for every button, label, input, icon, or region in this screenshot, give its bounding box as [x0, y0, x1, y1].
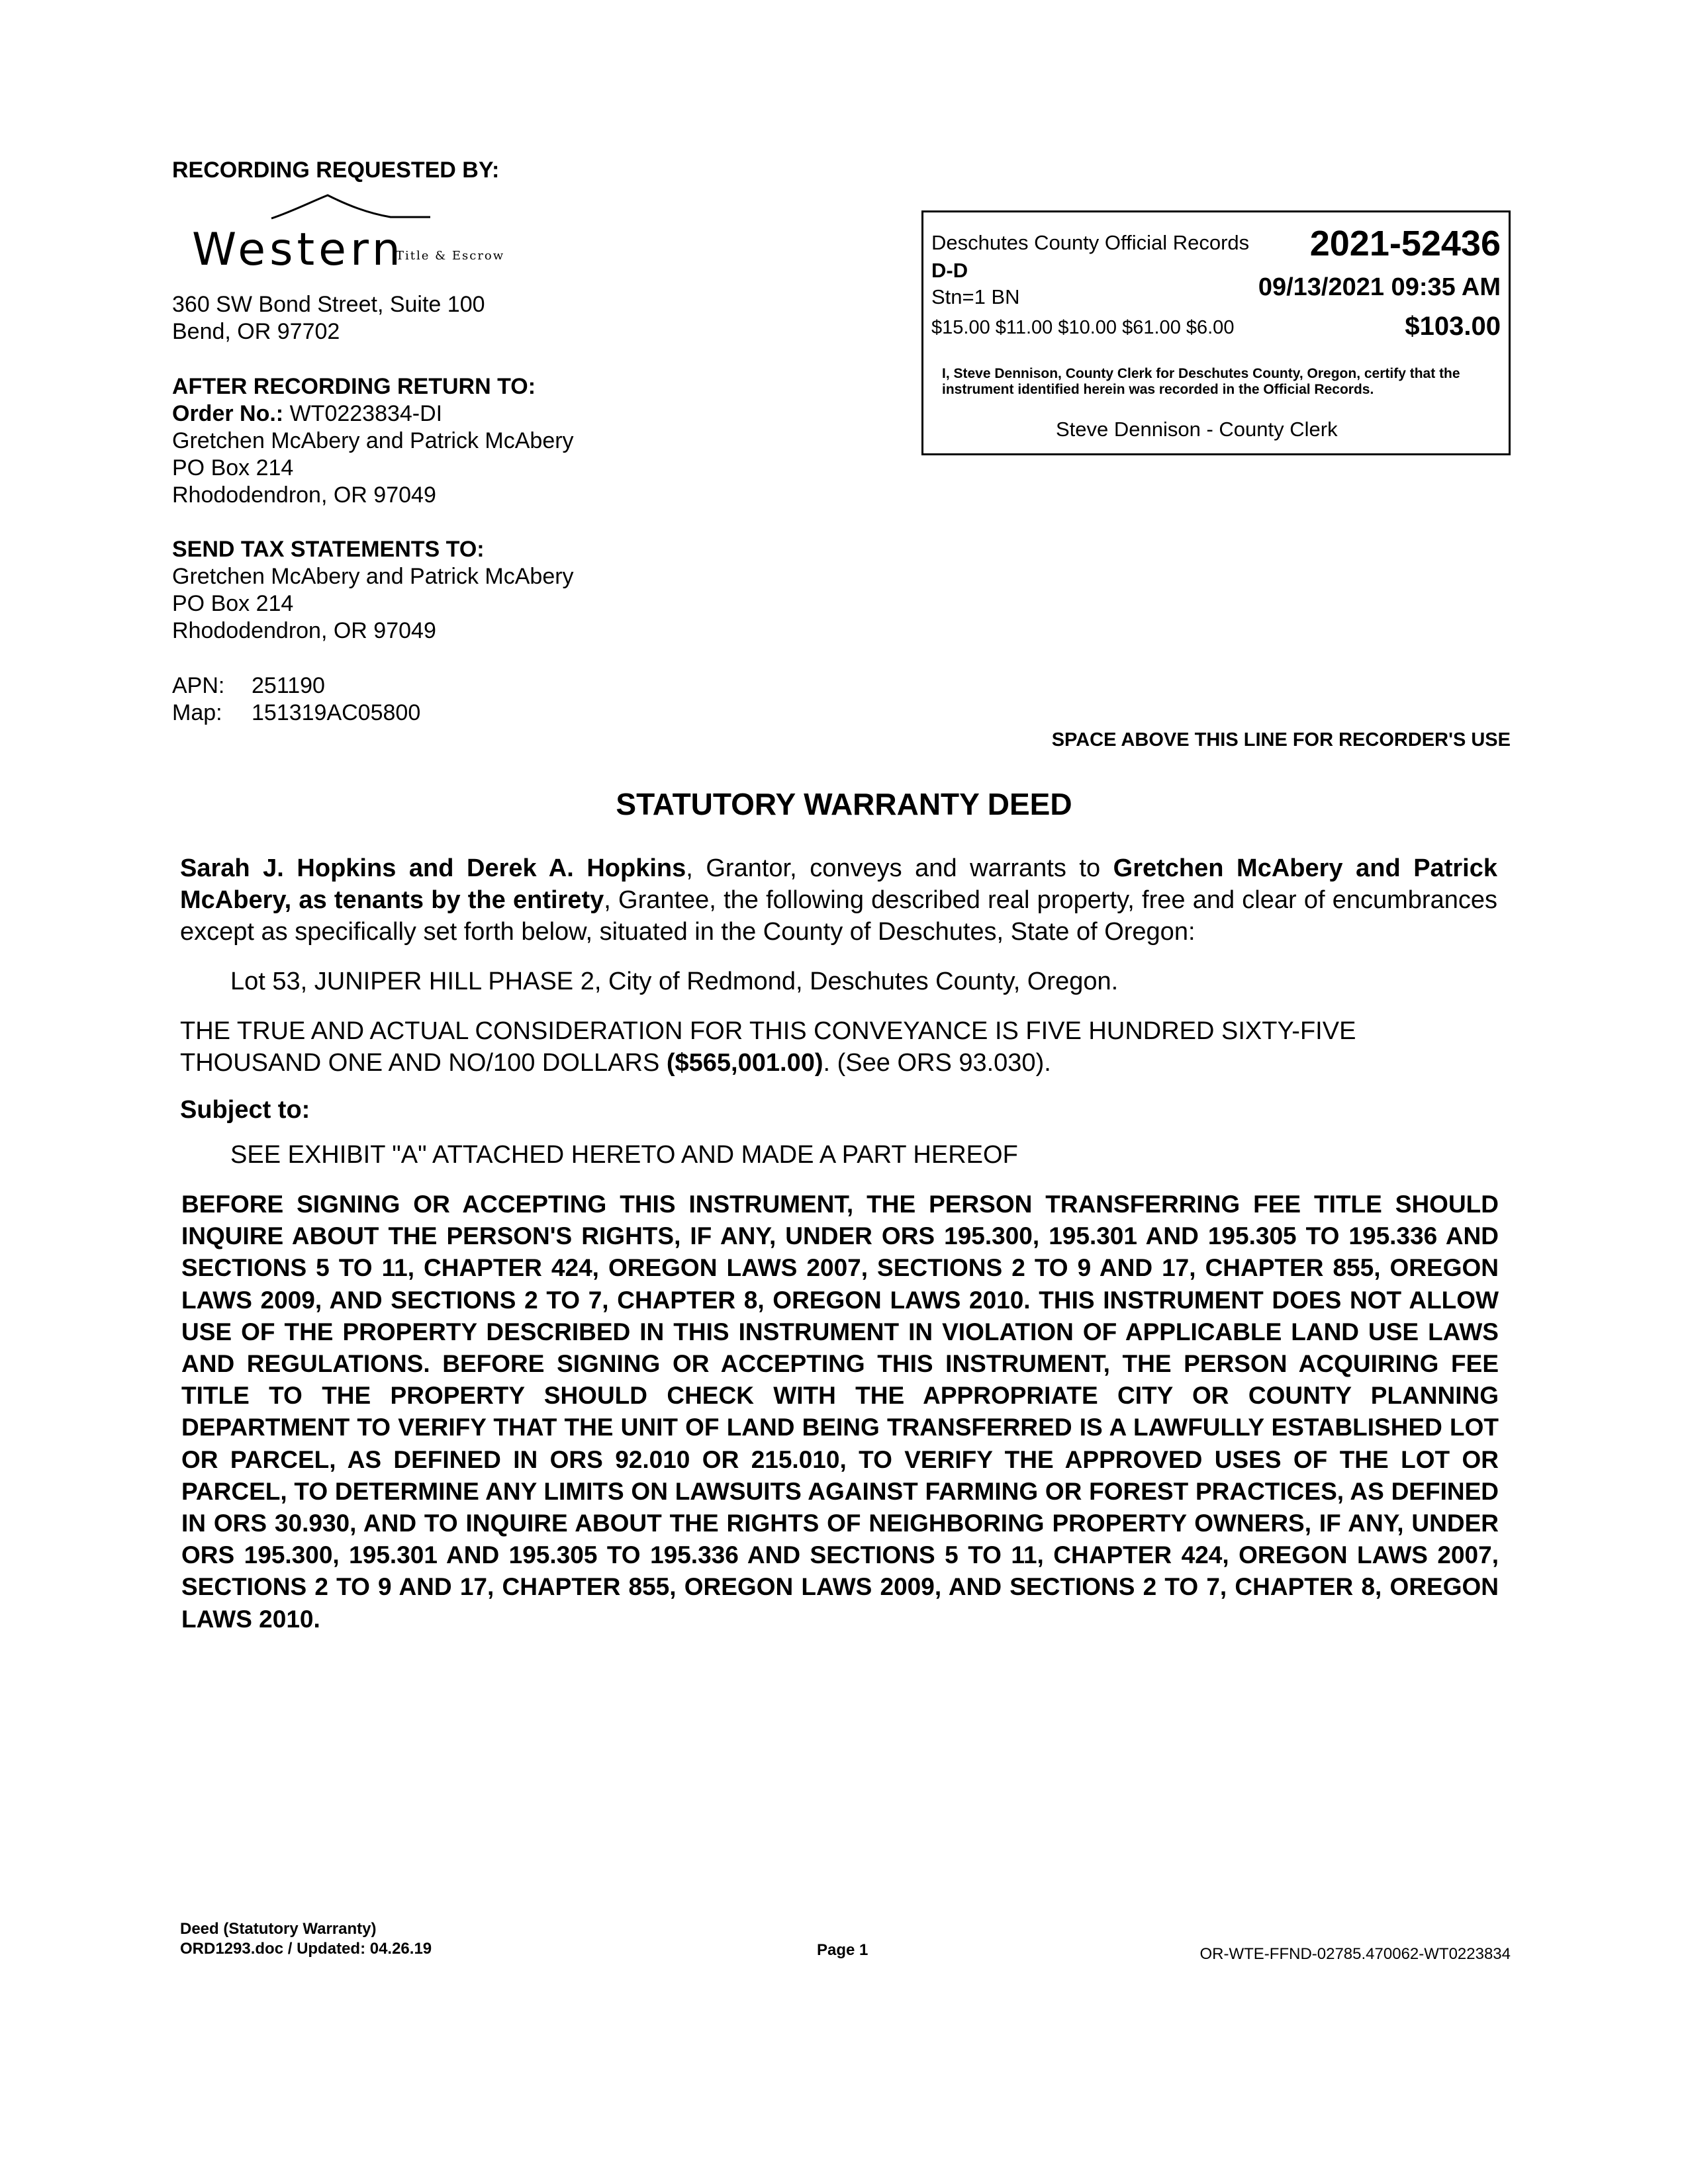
grantee-names: Gretchen McAbery and Patrick McAbery, as tenants by the entirety [180, 854, 1497, 914]
tax-statements-label: SEND TAX STATEMENTS TO: [172, 537, 485, 562]
consideration-amount: ($565,001.00) [666, 1049, 823, 1077]
footer-doc-info [180, 1919, 432, 1959]
requester-address [172, 291, 485, 345]
grantor-names: Sarah J. Hopkins and Derek A. Hopkins [180, 854, 686, 882]
record-datetime: 09/13/2021 09:35 AM [1258, 273, 1501, 301]
logo-subtext: Title & Escrow [396, 249, 505, 263]
record-station: Stn=1 BN [931, 285, 1020, 308]
footer-page-number: Page 1 [817, 1941, 868, 1959]
record-total: $103.00 [1405, 312, 1501, 341]
tax-statements-name: Gretchen McAbery and Patrick McAbery [172, 564, 574, 589]
parcel-block [172, 672, 420, 727]
logo-wordmark: Western [192, 224, 404, 276]
footer-doc-type: Deed (Statutory Warranty) [180, 1920, 377, 1938]
tax-statements-block [172, 536, 574, 645]
subject-to-label: Subject to: [180, 1096, 310, 1124]
map-value: 151319AC05800 [252, 700, 421, 725]
clerk-certification: I, Steve Dennison, County Clerk for Deschutes County, Oregon, certify that the instrument identified herein was recorded in the Official Records. [942, 366, 1460, 397]
record-fees: $15.00 $11.00 $10.00 $61.00 $6.00 [931, 317, 1235, 338]
order-label: Order No.: [172, 401, 284, 426]
conveyance-text2: , Grantee, the following described real property, free and clear of encumbrances except as specifically set forth below, situated in the County of Deschutes, State of Oregon: [180, 886, 1497, 946]
recorder-stamp-box [921, 210, 1511, 455]
clerk-name: Steve Dennison - County Clerk [1056, 418, 1338, 441]
record-number: 2021-52436 [1309, 224, 1501, 263]
conveyance-text1: , Grantor, conveys and warrants to [686, 854, 1113, 882]
consideration-text1: THE TRUE AND ACTUAL CONSIDERATION FOR THIS CONVEYANCE IS FIVE HUNDRED SIXTY-FIVE THOUSAND ONE AND NO/100 DOLLARS [180, 1017, 1356, 1077]
space-notice: SPACE ABOVE THIS LINE FOR RECORDER'S USE [1051, 729, 1511, 751]
order-number: WT0223834-DI [289, 401, 443, 426]
consideration-paragraph [180, 1015, 1497, 1079]
return-to-address-line1: PO Box 214 [172, 455, 294, 480]
requester-address-line1: 360 SW Bond Street, Suite 100 [172, 292, 485, 317]
legal-description: Lot 53, JUNIPER HILL PHASE 2, City of Redmond, Deschutes County, Oregon. [230, 968, 1119, 995]
tax-statements-address-line2: Rhododendron, OR 97049 [172, 618, 436, 643]
conveyance-paragraph [180, 852, 1497, 948]
recording-requested-label: RECORDING REQUESTED BY: [172, 158, 500, 183]
return-to-address-line2: Rhododendron, OR 97049 [172, 482, 436, 508]
return-to-name: Gretchen McAbery and Patrick McAbery [172, 428, 574, 453]
apn-value: 251190 [252, 673, 325, 698]
requester-address-line2: Bend, OR 97702 [172, 319, 340, 344]
map-label: Map: [172, 700, 222, 725]
western-logo [192, 192, 563, 275]
footer-reference: OR-WTE-FFND-02785.470062-WT0223834 [1199, 1945, 1511, 1963]
tax-statements-address-line1: PO Box 214 [172, 591, 294, 616]
return-to-block [172, 373, 574, 509]
subject-to-item: SEE EXHIBIT "A" ATTACHED HERETO AND MADE A PART HEREOF [230, 1141, 1018, 1169]
page-title: STATUTORY WARRANTY DEED [616, 787, 1072, 821]
recorder-office: Deschutes County Official Records [931, 231, 1250, 254]
footer-doc-file: ORD1293.doc / Updated: 04.26.19 [180, 1940, 432, 1958]
apn-label: APN: [172, 673, 225, 698]
record-code: D-D [931, 259, 968, 282]
land-use-warning: BEFORE SIGNING OR ACCEPTING THIS INSTRUMENT, THE PERSON TRANSFERRING FEE TITLE SHOULD INQUIRE ABOUT THE PERSON'S RIGHTS, IF ANY, UNDER ORS 195.300, 195.301 AND 195.305 TO 195.336 AND SECTIONS 5 TO 11, CHAPTER 424, OREGON LAWS 2007, SECTIONS 2 TO 9 AND 17, CHAPTER 855, OREGON LAWS 2009, AND SECTIONS 2 TO 7, CHAPTER 8, OREGON LAWS 2010. THIS INSTRUMENT DOES NOT ALLOW USE OF THE PROPERTY DESCRIBED IN THIS INSTRUMENT IN VIOLATION OF APPLICABLE LAND USE LAWS AND REGULATIONS. BEFORE SIGNING OR ACCEPTING THIS INSTRUMENT, THE PERSON ACQUIRING FEE TITLE TO THE PROPERTY SHOULD CHECK WITH THE APPROPRIATE CITY OR COUNTY PLANNING DEPARTMENT TO VERIFY THAT THE UNIT OF LAND BEING TRANSFERRED IS A LAWFULLY ESTABLISHED LOT OR PARCEL, AS DEFINED IN ORS 92.010 OR 215.010, TO VERIFY THE APPROVED USES OF THE LOT OR PARCEL, TO DETERMINE ANY LIMITS ON LAWSUITS AGAINST FARMING OR FOREST PRACTICES, AS DEFINED IN ORS 30.930, AND TO INQUIRE ABOUT THE RIGHTS OF NEIGHBORING PROPERTY OWNERS, IF ANY, UNDER ORS 195.300, 195.301 AND 195.305 TO 195.336 AND SECTIONS 5 TO 11, CHAPTER 424, OREGON LAWS 2007, SECTIONS 2 TO 9 AND 17, CHAPTER 855, OREGON LAWS 2009, AND SECTIONS 2 TO 7, CHAPTER 8, OREGON LAWS 2010. [181, 1191, 1499, 1633]
consideration-text2: . (See ORS 93.030). [823, 1049, 1051, 1077]
return-to-label: AFTER RECORDING RETURN TO: [172, 374, 536, 399]
